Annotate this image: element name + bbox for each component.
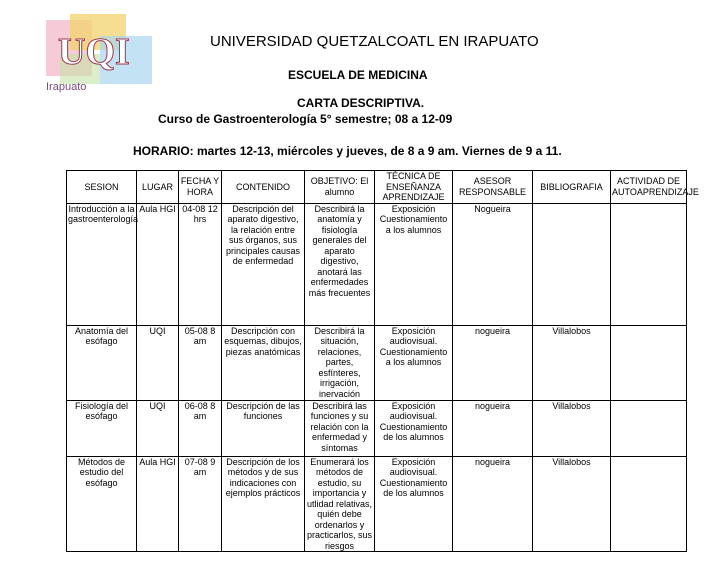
cell-objetivo: Describirá la anatomía y fisiología generales del aparato digestivo, anotará las enfermedades más frecuentes xyxy=(305,203,375,325)
column-header: CONTENIDO xyxy=(222,171,305,204)
document-title: CARTA DESCRIPTIVA. xyxy=(297,96,425,110)
cell-objetivo: Describirá la situación, relaciones, partes, esfínteres, irrigación, inervación xyxy=(305,325,375,400)
table-row xyxy=(67,203,687,325)
cell-bibliografia: Villalobos xyxy=(533,400,611,456)
column-header: LUGAR xyxy=(137,171,179,204)
column-header: BIBLIOGRAFIA xyxy=(533,171,611,204)
cell-fecha: 05-08 8 am xyxy=(179,325,222,400)
column-header: TÉCNICA DE ENSEÑANZA APRENDIZAJE xyxy=(375,171,453,204)
logo-text: UQI xyxy=(58,31,130,73)
logo-subtext: Irapuato xyxy=(46,81,87,93)
cell-sesion: Métodos de estudio del esófago xyxy=(67,456,137,552)
cell-fecha: 04-08 12 hrs xyxy=(179,203,222,325)
cell-sesion: Anatomía del esófago xyxy=(67,325,137,400)
table-header-row xyxy=(67,171,687,204)
column-header: OBJETIVO: El alumno xyxy=(305,171,375,204)
cell-actividad xyxy=(611,400,687,456)
table-row xyxy=(67,456,687,552)
cell-lugar: UQI xyxy=(137,400,179,456)
course-schedule-table xyxy=(66,170,699,552)
cell-tecnica: Exposición audiovisual. Cuestionamiento de los alumnos xyxy=(375,400,453,456)
cell-objetivo: Describirá las funciones y su relación con la enfermedad y síntomas xyxy=(305,400,375,456)
cell-sesion: Fisiología del esófago xyxy=(67,400,137,456)
column-header: ASESOR RESPONSABLE xyxy=(453,171,533,204)
cell-contenido: Descripción del aparato digestivo, la relación entre sus órganos, sus principales causas de enfermedad xyxy=(222,203,305,325)
table-row xyxy=(67,400,687,456)
cell-bibliografia: Villalobos xyxy=(533,456,611,552)
column-header: SESION xyxy=(67,171,137,204)
cell-bibliografia xyxy=(533,203,611,325)
cell-tecnica: Exposición audiovisual. Cuestionamiento a los alumnos xyxy=(375,325,453,400)
cell-lugar: Aula HGI xyxy=(137,456,179,552)
cell-contenido: Descripción de las funciones xyxy=(222,400,305,456)
cell-tecnica: Exposición Cuestionamiento a los alumnos xyxy=(375,203,453,325)
cell-lugar: Aula HGI xyxy=(137,203,179,325)
column-header: ACTIVIDAD DE AUTOAPRENDIZAJE xyxy=(611,171,687,204)
schedule-line: HORARIO: martes 12-13, miércoles y jueves, de 8 a 9 am. Viernes de 9 a 11. xyxy=(133,144,562,158)
cell-actividad xyxy=(611,456,687,552)
cell-asesor: nogueira xyxy=(453,400,533,456)
cell-sesion: Introducción a la gastroenterología xyxy=(67,203,137,325)
table-row xyxy=(67,325,687,400)
cell-actividad xyxy=(611,203,687,325)
school-name: ESCUELA DE MEDICINA xyxy=(288,68,428,82)
university-logo xyxy=(40,14,170,94)
cell-asesor: nogueira xyxy=(453,456,533,552)
cell-contenido: Descripción con esquemas, dibujos, piezas anatómicas xyxy=(222,325,305,400)
cell-actividad xyxy=(611,325,687,400)
column-header: FECHA Y HORA xyxy=(179,171,222,204)
cell-bibliografia: Villalobos xyxy=(533,325,611,400)
cell-contenido: Descripción de los métodos y de sus indicaciones con ejemplos prácticos xyxy=(222,456,305,552)
cell-asesor: nogueira xyxy=(453,325,533,400)
cell-objetivo: Enumerará los métodos de estudio, su importancia y utlidad relativas, quién debe ordenarlos y practicarlos, sus riesgos xyxy=(305,456,375,552)
cell-tecnica: Exposición audiovisual. Cuestionamiento de los alumnos xyxy=(375,456,453,552)
cell-asesor: Nogueira xyxy=(453,203,533,325)
cell-fecha: 06-08 8 am xyxy=(179,400,222,456)
university-name: UNIVERSIDAD QUETZALCOATL EN IRAPUATO xyxy=(210,33,539,50)
cell-fecha: 07-08 9 am xyxy=(179,456,222,552)
course-line: Curso de Gastroenterología 5° semestre; 08 a 12-09 xyxy=(158,112,453,126)
cell-lugar: UQI xyxy=(137,325,179,400)
